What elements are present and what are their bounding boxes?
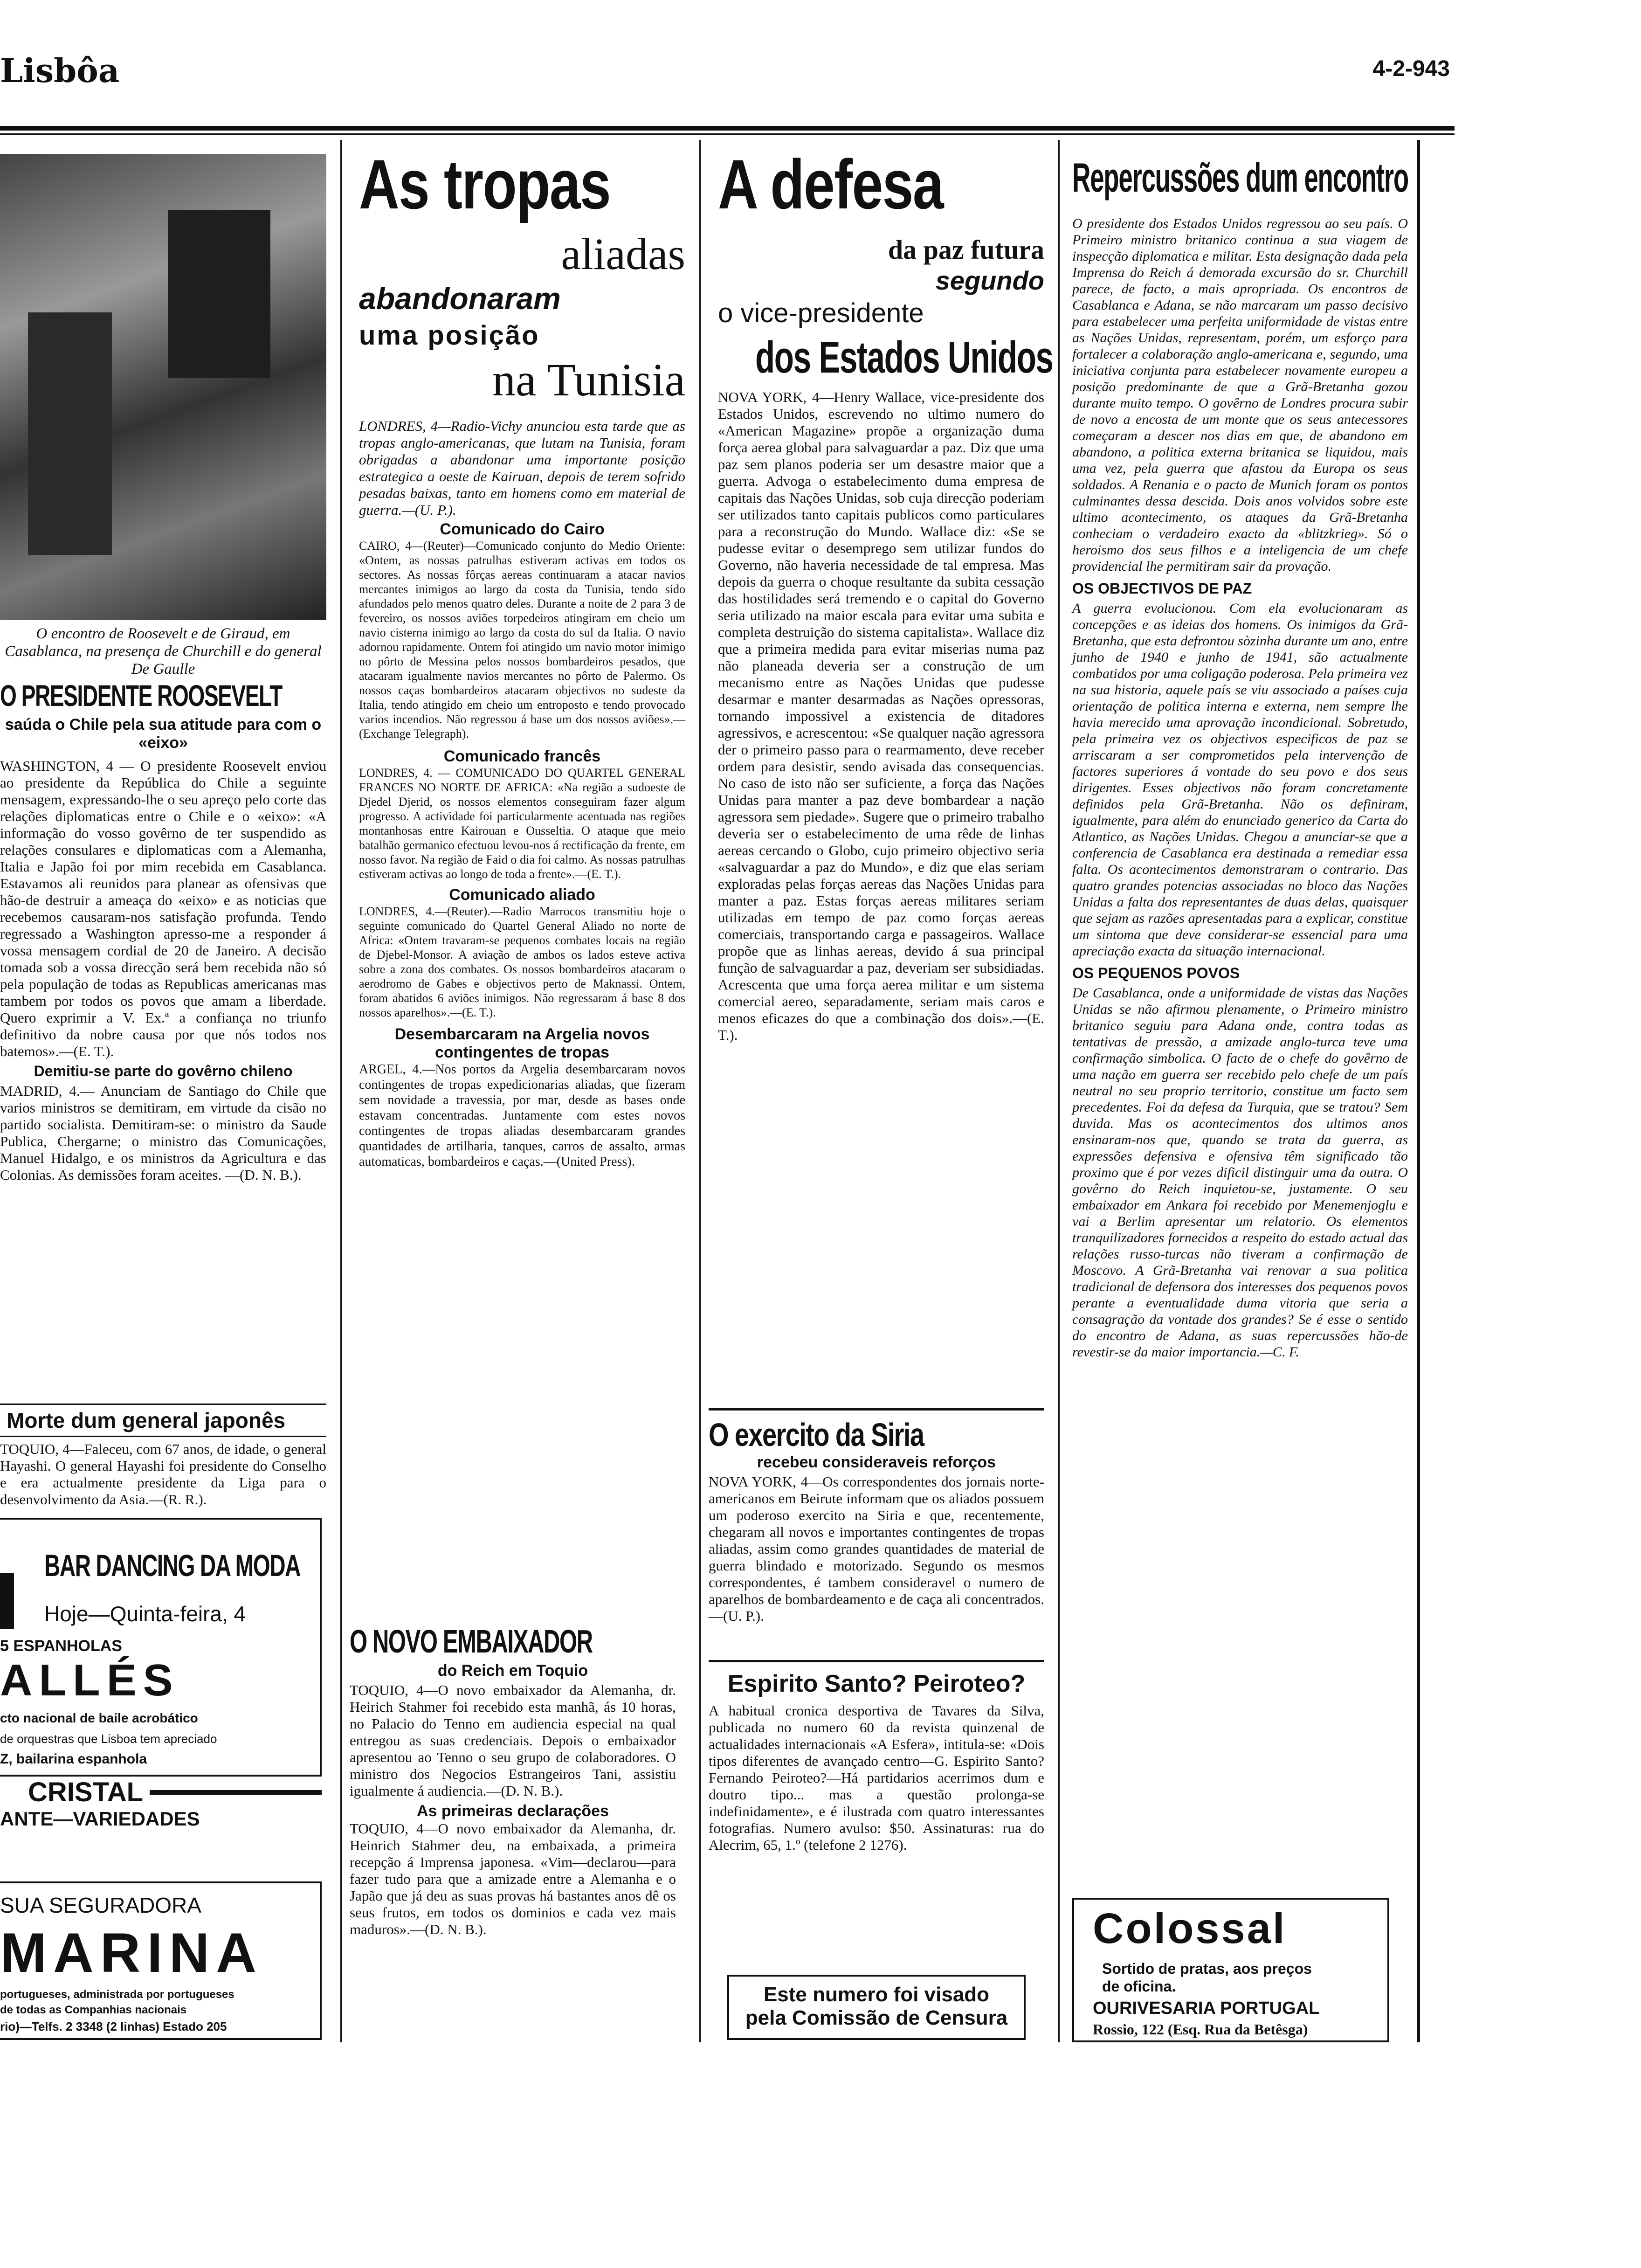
article-body: TOQUIO, 4—Faleceu, com 67 anos, de idade, o general Hayashi. O general Hayashi foi presidente do Conselho e era actualmente presidente da Liga para o desenvolvimento da Asia.—(R. R.).	[0, 1441, 326, 1507]
ad-date-line: Hoje—Quinta-feira, 4	[44, 1602, 246, 1626]
ad-marina	[0, 1881, 322, 2040]
article-body: A guerra evolucionou. Com ela evolucionaram as concepções e as ideias dos homens. Os inimigos da Grã-Bretanha, que esta defrontou sòzinha durante um ano, entre junho de 1940 e junho de 1941, são actualmente combatidos por uma coligação poderosa. Pela primeira vez na sua historia, aquele país se viu associado a países cuja orientação de politica interna e externa, nem sempre lhe havia merecido uma aprovação incondicional. Sobretudo, pela primeira vez os objectivos especificos de paz se arriscaram a ser comprometidos pela intervenção de factores superiores á vontade do seu povo e dos seus dirigentes. Esses objectivos não foram concretamente definidos pela Grã-Bretanha. Não os definiram, igualmente, para além do enunciado generico da Carta do Atlantico, as Nações Unidas. Chegou a anunciar-se que a conferencia de Casablanca era destinada a remediar essa falta. Os acontecimentos demonstraram o contrario. Das quatro grandes potencias associadas no bloco das Nações Unidas a falta dos representantes de duas delas, quaisquer que sejam as razões apresentadas para a explicar, constitue um sintoma que deve considerar-se essencial para uma apreciação exacta da situação internacional.	[1072, 601, 1408, 959]
article-roosevelt	[0, 678, 326, 1183]
news-photo	[0, 154, 326, 620]
article-repercussoes	[1072, 154, 1408, 1360]
headline-line: aliadas	[561, 229, 685, 279]
article-body: De Casablanca, onde a uniformidade de vistas das Nações Unidas se não afirmou plenamente, o Primeiro ministro britanico seguiu para Adana onde, contra todas as tentativas de pressão, a amizade anglo-turca teve uma confirmação simbolica. O facto de o chefe do govêrno de uma nação em guerra ser recebido pelo chefe de um país neutral no seu proprio territorio, constitue um facto sem precedentes. Foi da defesa da Turquia, que se tratou? Sem duvida. Mas os acontecimentos dos ultimos anos ensinaram-nos que, quando se trata da guerra, as expressões defensiva e ofensiva têm significado tão proximo que é por vezes dificil distinguir uma da outra. O govêrno do Reich inquietou-se, justamente. O seu embaixador em Ankara foi recebido por Menemenjoglu e vai a Berlim apresentar um relatorio. Os elementos tranquilizadores fornecidos a respeito do estado actual das relações russo-turcas não tiveram a confirmação de Moscovo. A Grã-Bretanha vai renovar a sua politica tradicional de defensora dos interesses dos pequenos povos perante a eventualidade duma vitoria que seria a consagração da vontade dos grandes? Se é esse o sentido do encontro de Adana, as suas repercussões hão-de revestir-se da maior importancia.—C. F.	[1072, 985, 1408, 1360]
subheadline: do Reich em Toquio	[437, 1662, 588, 1680]
photo-figure	[28, 312, 112, 555]
censura-box	[727, 1975, 1026, 2040]
photo-caption: O encontro de Roosevelt e de Giraud, em Casablanca, na presença de Churchill e do general De Gaulle	[5, 625, 322, 678]
article-body: WASHINGTON, 4 — O presidente Roosevelt enviou ao presidente da República do Chile a seguinte mensagem, expressando-lhe o seu apreço pelo corte das relações diplomaticas entre o Chile e o «eixo»: «A informação do vosso govêrno de ter suspendido as relações consulares e diplomaticas com a Alemanha, Italia e Japão foi por mim recebida em Casablanca. Estavamos ali reunidos para planear as ofensivas que hão-de destruir a ameaça do «eixo» e as noticias que recebemos causaram-nos satisfação profunda. Tendo regressado a Washington apresso-me a responder á vossa mensagem cordial de 20 de Janeiro. A decisão tomada sob a vossa direcção será bem recebida não só pela população de todas as Republicas americanas mas tambem por todos os povos que amam a liberdade. Quero exprimir a V. Ex.ª a confiança no triunfo definitivo da nobre causa por que nós todos nos batemos».—(E. T.).	[0, 758, 326, 1059]
headline: Espirito Santo? Peiroteo?	[727, 1670, 1026, 1697]
censura-line: Este numero foi visado	[763, 1983, 990, 2006]
censura-line: pela Comissão de Censura	[745, 2006, 1008, 2029]
article-tropas	[359, 145, 685, 1169]
ad-line: cto nacional de baile acrobático	[0, 1711, 198, 1725]
headline-line: dos Estados Unidos	[755, 332, 1053, 382]
headline-line: o vice-presidente	[718, 298, 924, 328]
article-siria	[709, 1408, 1044, 1625]
section-heading: OS OBJECTIVOS DE PAZ	[1072, 580, 1252, 597]
masthead-date: 4-2-943	[1372, 56, 1450, 81]
ad-line: OURIVESARIA PORTUGAL	[1093, 1998, 1320, 2018]
subheadline: Comunicado aliado	[449, 886, 595, 904]
article-body: NOVA YORK, 4—Os correspondentes dos jornais norte-americanos em Beirute informam que os aliados possuem um poderoso exercito na Siria e que, recentemente, chegaram all novos e importantes contingentes de tropas aliadas, assim como grandes quantidades de material de guerra blindado e motorizado. Segundo os mesmos correspondentes, é tambem consideravel o numero de aparelhos de bombardeamento e de caça ali concentrados.—(U. P.).	[709, 1473, 1044, 1624]
ad-line: de orquestras que Lisboa tem apreciado	[0, 1732, 217, 1746]
article-defesa	[718, 145, 1053, 1044]
article-body: TOQUIO, 4—O novo embaixador da Alemanha, dr. Heinrich Stahmer deu, na embaixada, a primeira recepção á Imprensa japonesa. «Vim—declarou—para fazer tudo para que a amizade entre a Alemanha e o Japão que já deu as suas provas há bastantes anos dê os seus frutos, em todos os dominios e cada vez mais maduros».—(D. N. B.).	[350, 1820, 676, 1937]
article-body: NOVA YORK, 4—Henry Wallace, vice-presidente dos Estados Unidos, escrevendo no ultimo numero do «American Magazine» propõe a organização duma força aerea global para salvaguardar a paz. Diz que uma paz sem planos poderia ser um desastre maior que a guerra. Advoga o estabelecimento duma empresa de capitais das Nações Unidas, sob cuja direcção poderiam ser utilizados tanto capitais publicos como particulares para a reconstrução do Mundo. Wallace diz: «Se se pudesse evitar o desemprego sem utilizar fundos do Governo, não haveria necessidade de tal empresa. Mas depois da guerra o choque resultante da subita cessação das hostilidades será tremendo e o capital do Governo seria utilizado na maior escala para evitar uma subita e completa destruição do sistema capitalista». Wallace diz que a primeira medida para evitar miserias numa paz não planeada deveria ser a construção de um mecanismo entre as Nações Unidas que pudesse desarmar e manter desarmadas as Nações opressoras, tornando impossivel a existencia de ditadores agressivos, e acrescentou: «Se qualquer nação agressora der o primeiro passo para o rearmamento, deve receber ordem para desistir, sendo avisada das consequencias. No caso de isto não ser suficiente, a força das Nações Unidas para manter a paz deve bombardear a nação agressora sem piedade». Sugere que o primeiro trabalho deveria ser o estabelecimento de uma rêde de linhas aereas cercando o Globo, cujo primeiro objectivo seria «salvaguardar a paz do Mundo», e diz que elas seriam exploradas pelas forças aereas das Nações Unidas para manter a paz. Estas forças aereas militares seriam utilizadas em tempo de paz como forças aereas comerciais, transportando carga e passageiros. Wallace propõe que as linhas aereas, devido á sua principal função de salvaguardar a paz, deveriam ser subsidiadas. Acrescenta que uma força aerea militar e um sistema comercial aereo, separadamente, seriam mais caros e menos eficazes do que a combinação dos dois».—(E. T.).	[718, 389, 1044, 1043]
column-divider	[340, 140, 342, 2042]
subheadline: Demitiu-se parte do govêrno chileno	[34, 1063, 293, 1079]
ad-line: CRISTAL	[28, 1777, 144, 1807]
subheadline: saúda o Chile pela sua atitude para com o «eixo»	[5, 716, 322, 752]
ad-bar	[150, 1790, 322, 1795]
headline: As tropas	[359, 145, 611, 223]
article-general	[0, 1404, 326, 1508]
article-body: CAIRO, 4—(Reuter)—Comunicado conjunto do Medio Oriente: «Ontem, as nossas patrulhas estiveram activas em todos os sectores. As nossas fôrças aereas continuaram a atacar navios mercantes inimigos ao largo da costa da Tunisia, tendo sido afundados pelo menos quatro deles. Durante a noite de 2 para 3 de fevereiro, os nossos aviões torpedeiros atingiram em cheio um navio cisterna inimigo ao largo da costa do sul da Italia. O navio adornou rapidamente. Ontem foi atingido um navio motor inimigo no pôrto de Messina pelos nossos bombardeiros pesados, que atacaram igualmente navios mercantes no pôrto de Palermo. Os nossos caças bombardeiros atacaram objectivos no sudeste da Italia, tendo atingido em cheio um entroposto e tendo provocado varios incendios. Não regressou á base um dos nossos aviões».—(Exchange Telegraph).	[359, 539, 685, 740]
headline-line: da paz futura	[888, 235, 1044, 265]
ad-block	[0, 1573, 14, 1629]
masthead-rule-thin	[0, 133, 1455, 135]
ad-colossal	[1072, 1898, 1389, 2042]
subheadline: Comunicado francês	[443, 747, 601, 765]
headline: O NOVO EMBAIXADOR	[350, 1623, 593, 1660]
subheadline: Desembarcaram na Argelia novos contingentes de tropas	[394, 1025, 650, 1061]
headline: Repercussões dum encontro	[1072, 154, 1408, 201]
ad-line: Sortido de pratas, aos preços	[1102, 1960, 1312, 1977]
headline-line: na Tunisia	[492, 354, 685, 406]
ad-name: BAR DANCING DA MODA	[44, 1548, 301, 1583]
ad-bar-dancing	[0, 1518, 322, 1777]
ad-headliner: ALLÉS	[0, 1655, 179, 1705]
ad-cristal	[0, 1777, 322, 1830]
headline-line: segundo	[935, 266, 1044, 295]
ad-line: de oficina.	[1102, 1978, 1176, 1995]
article-lead: LONDRES, 4—Radio-Vichy anunciou esta tarde que as tropas anglo-americanas, que lutam na Tunisia, foram obrigadas a abandonar uma importante posição estrategica a oeste de Kairuan, depois de terem sofrido pesadas baixas, tanto em homens como em material de guerra.—(U. P.).	[359, 418, 685, 518]
ad-line: ANTE—VARIEDADES	[0, 1808, 200, 1830]
article-espirito	[709, 1660, 1044, 1853]
article-body: A habitual cronica desportiva de Tavares da Silva, publicada no numero 60 da revista quinzenal de actualidades internacionais «A Esfera», intitula-se: «Dois tipos diferentes de avançado centro—G. Espirito Santo? Fernando Peiroteo?—Há partidarios acerrimos dum e doutro tipo... mas a questão prolonga-se indefinidamente», e é ilustrada com quatro interessantes fotografias. Numero avulso: $50. Assinaturas: rua do Alecrim, 65, 1.º (telefone 2 1276).	[709, 1702, 1044, 1853]
masthead-title: Lisbôa	[0, 51, 120, 90]
subheadline: recebeu consideraveis reforços	[757, 1453, 996, 1471]
ad-headliner: MARINA	[0, 1922, 263, 1984]
section-heading: OS PEQUENOS POVOS	[1072, 965, 1240, 982]
ad-line: portugueses, administrada por portugueses	[0, 1988, 234, 2001]
article-embaixador	[350, 1623, 676, 1938]
column-divider	[699, 140, 701, 2042]
ad-line: rio)—Telfs. 2 3348 (2 linhas) Estado 205	[0, 2019, 227, 2033]
article-body: O presidente dos Estados Unidos regressou ao seu país. O Primeiro ministro britanico continua a sua viagem de inspecção diplomatica e militar. Esta designação dada pela Imprensa do Reich á demorada excursão do sr. Churchill parece, de facto, a mais apropriada. Os encontros de Casablanca e Adana, se não marcaram um passo decisivo para estabelecer uma perfeita uniformidade de vistas entre as Nações Unidas, representam, porém, um esforço para fortalecer a colaboração anglo-americana e, segundo, uma iniciativa conjunta para estabelecer novamente europeu a posição predominante de que a Grã-Bretanha gozou durante muito tempo. O govêrno de Londres procura subir de novo a encosta de um monte que os seus antecessores começaram a descer nos dias em que, de abandono em abandono, a politica externa britanica se liquidou, mais uma vez, pela guerra que afastou da Europa os seus soldados. A Renania e o pacto de Munich foram os pontos culminantes dessa descida. Dois anos volvidos sobre este ultimo acontecimento, os ataques da Grã-Bretanha conheciam o verdadeiro exacto da «blitzkrieg». Só o heroismo dos seus filhos e a inteligencia de um chefe providencial lhe permitiram sair da provação.	[1072, 216, 1408, 574]
article-body: TOQUIO, 4—O novo embaixador da Alemanha, dr. Heirich Stahmer foi recebido esta manhã, ás 10 horas, no Palacio do Tenno em audiencia especial na qual entregou as suas credenciais. Depois o embaixador apresentou ao Tenno o seu grupo de colaboradores. O ministro dos Negocios Estrangeiros Tani, assistiu igualmente á audiencia.—(D. N. B.).	[350, 1682, 676, 1799]
headline: O PRESIDENTE ROOSEVELT	[0, 679, 283, 712]
article-body: LONDRES, 4. — COMUNICADO DO QUARTEL GENERAL FRANCES NO NORTE DE AFRICA: «Na região a sudoeste de Djedel Djerid, os nossos elementos conseguiram fazer algum progresso. A actividade foi particularmente acentuada nas regiões montanhosas entre Kairouan e Ousseltia. O ataque que meio batalhão germanico efectuou levou-nos á rectificação da frente, em nosso favor. Na região de Faid o dia foi calmo. As nossas patrulhas estiveram activas ao longo de toda a frente».—(E. T.).	[359, 766, 685, 881]
ad-line: de todas as Companhias nacionais	[0, 2004, 187, 2016]
photo-figure	[168, 210, 270, 378]
ad-headliner: Colossal	[1093, 1905, 1287, 1952]
column-divider	[1058, 140, 1060, 2042]
ad-line: SUA SEGURADORA	[0, 1893, 201, 1917]
masthead-rule	[0, 126, 1455, 131]
article-body: MADRID, 4.— Anunciam de Santiago do Chile que varios ministros se demitiram, em virtude da cisão no partido socialista. Demitiram-se: o ministro da Saude Publica, Chergarne; o ministro das Comunicações, Manuel Hidalgo, e os ministros da Agricultura e das Colonias. As demissões foram aceites. —(D. N. B.).	[0, 1083, 326, 1183]
ad-line: Rossio, 122 (Esq. Rua da Betêsga)	[1093, 2021, 1308, 2038]
article-body: LONDRES, 4.—(Reuter).—Radio Marrocos transmitiu hoje o seguinte comunicado do Quartel General Aliado no norte de Africa: «Ontem travaram-se pequenos combates locais na região de Djebel-Monsor. A aviação de ambos os lados esteve activa sobre a zona dos combates. Os nossos bombardeiros atacaram o aerodromo de Gabes e objectivos perto de Maknassi. Ontem, foram abatidos 6 aviões inimigos. Não regressaram á base 8 dos nossos aparelhos».—(E. T.).	[359, 905, 685, 1019]
page-edge-rule	[1417, 140, 1420, 2042]
headline: A defesa	[718, 145, 943, 223]
headline-line: uma posição	[359, 320, 540, 351]
headline: Morte dum general japonês	[7, 1408, 286, 1432]
article-body: ARGEL, 4.—Nos portos da Argelia desembarcaram novos contingentes de tropas expedicionarias aliadas, que fizeram sem novidade a travessia, por mar, desde as bases onde estavam concentradas. Juntamente com estes novos contingentes de tropas aliadas desembarcaram grandes quantidades de artilharia, tanques, carros de assalto, armas automaticas, bombardeiros e caças.—(United Press).	[359, 1062, 685, 1169]
ad-line: 5 ESPANHOLAS	[0, 1637, 122, 1655]
headline-line: abandonaram	[359, 281, 561, 316]
subheadline: Comunicado do Cairo	[440, 520, 605, 538]
subheadline: As primeiras declarações	[416, 1802, 609, 1820]
ad-line: Z, bailarina espanhola	[0, 1751, 147, 1767]
headline: O exercito da Siria	[709, 1417, 924, 1453]
